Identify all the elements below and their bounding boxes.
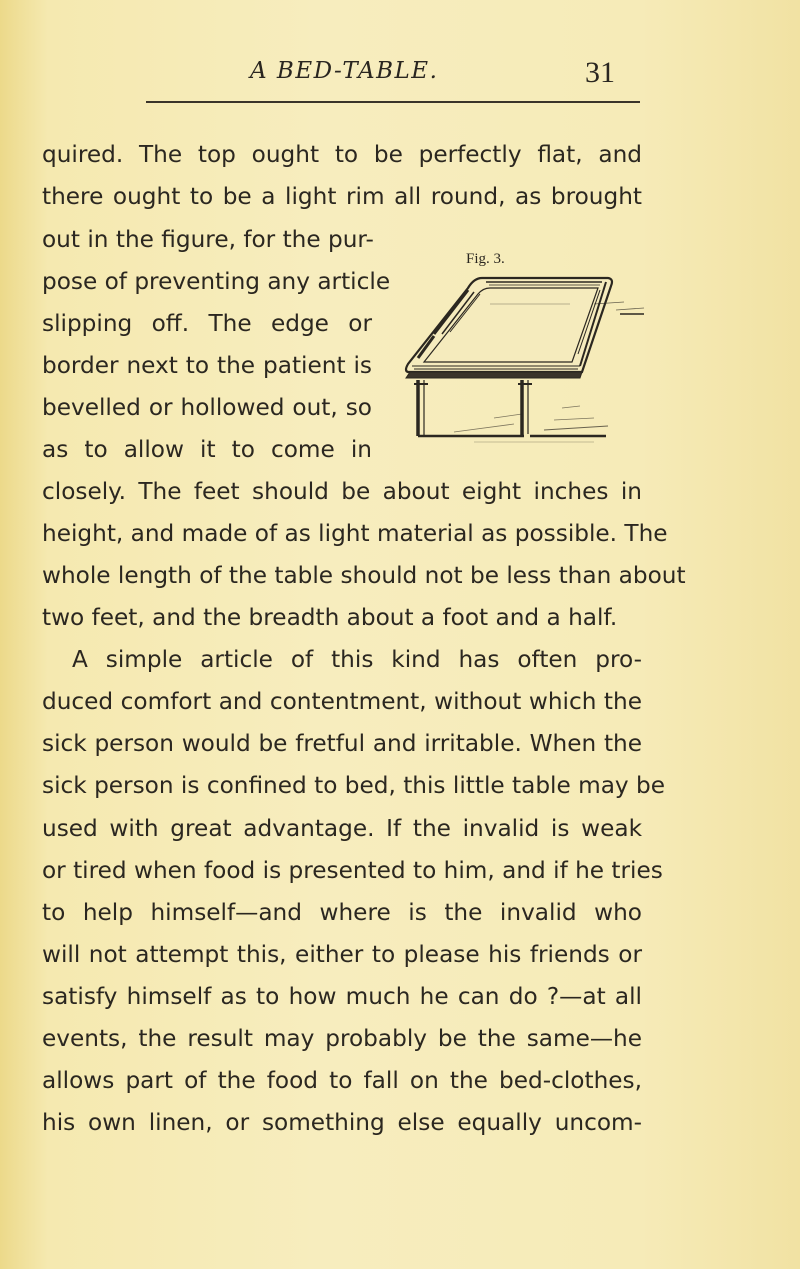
text-line: closely. The feet should be about eight inches in [42, 478, 642, 505]
text-line: slipping off. The edge or [42, 310, 372, 337]
text-line: events, the result may probably be the same—he [42, 1025, 642, 1052]
text-line: as to allow it to come in [42, 436, 372, 463]
text-line: two feet, and the breadth about a foot and a half. [42, 604, 618, 631]
text-line: or tired when food is presented to him, and if he tries [42, 857, 663, 884]
page-number: 31 [585, 56, 615, 89]
running-title: A BED-TABLE. [250, 58, 439, 84]
text-line: duced comfort and contentment, without which the [42, 688, 642, 715]
figure-caption: Fig. 3. [466, 251, 505, 267]
text-line: quired. The top ought to be perfectly flat, and [42, 141, 642, 168]
text-line: will not attempt this, either to please his friends or [42, 941, 642, 968]
text-line: out in the figure, for the pur- [42, 226, 374, 253]
text-line: to help himself—and where is the invalid who [42, 899, 642, 926]
text-line: his own linen, or something else equally uncom- [42, 1109, 642, 1136]
text-line: sick person is confined to bed, this little table may be [42, 772, 665, 799]
text-line: border next to the patient is [42, 352, 372, 379]
text-line: allows part of the food to fall on the bed-clothes, [42, 1067, 642, 1094]
header-rule [146, 101, 640, 103]
text-line: satisfy himself as to how much he can do ?—at all [42, 983, 642, 1010]
text-line: pose of preventing any article [42, 268, 391, 295]
text-line: whole length of the table should not be less than about [42, 562, 686, 589]
bed-table-illustration [394, 274, 660, 454]
text-line: used with great advantage. If the invalid is weak [42, 815, 642, 842]
text-line: there ought to be a light rim all round, as brought [42, 183, 642, 210]
paragraph-start-line: A simple article of this kind has often pro- [72, 646, 642, 673]
text-line: sick person would be fretful and irritable. When the [42, 730, 642, 757]
text-line: height, and made of as light material as possible. The [42, 520, 668, 547]
text-line: bevelled or hollowed out, so [42, 394, 372, 421]
